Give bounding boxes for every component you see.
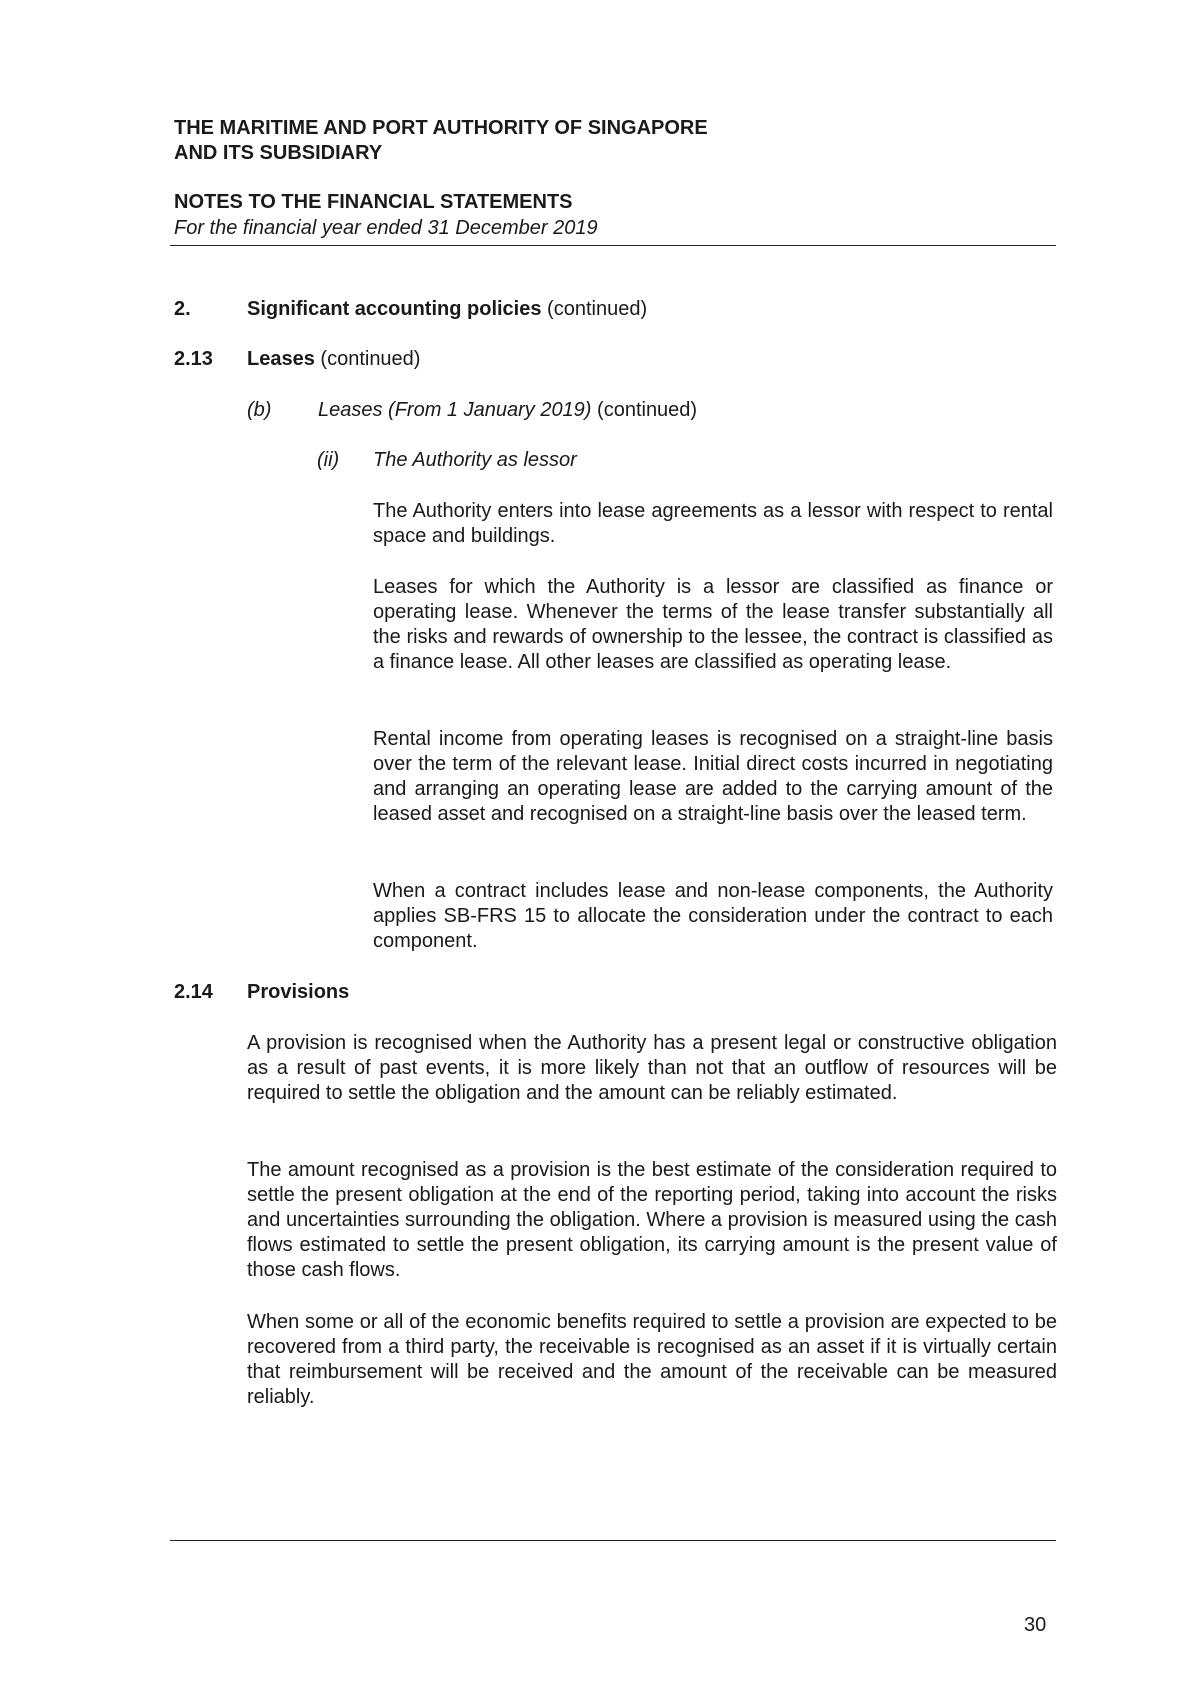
subsection-title: The Authority as lessor bbox=[373, 449, 577, 471]
organization-line-2: AND ITS SUBSIDIARY bbox=[174, 142, 383, 164]
subsection-heading-ii bbox=[0, 448, 1190, 472]
paragraph: Rental income from operating leases is recognised on a straight-line basis over the term of the relevant lease. Initial direct costs incurred in negotiating and arranging an operating lease are added to the carrying amount of the leased asset and recognised on a straight-line basis over the leased term. bbox=[373, 728, 1053, 825]
page-number: 30 bbox=[1024, 1614, 1047, 1636]
section-number: 2. bbox=[174, 298, 191, 320]
section-heading-2-14 bbox=[0, 980, 1190, 1004]
footer-divider bbox=[170, 1540, 1056, 1541]
section-title-suffix: (continued) bbox=[547, 298, 648, 320]
subsection-label: (ii) bbox=[317, 449, 340, 471]
organization-line-1: THE MARITIME AND PORT AUTHORITY OF SINGAPORE bbox=[174, 117, 708, 139]
subsection-heading-b bbox=[0, 398, 1190, 422]
section-title-text: Leases bbox=[247, 348, 315, 370]
subsection-title-text: Leases (From 1 January 2019) bbox=[318, 399, 592, 421]
paragraph: The Authority enters into lease agreements as a lessor with respect to rental space and buildings. bbox=[373, 500, 1053, 547]
subsection-title-suffix: (continued) bbox=[597, 399, 698, 421]
section-title bbox=[247, 297, 647, 321]
paragraph: A provision is recognised when the Authority has a present legal or constructive obligation as a result of past events, it is more likely than not that an outflow of resources will be required to settle the obligation and the amount can be reliably estimated. bbox=[247, 1032, 1057, 1104]
subsection-title bbox=[318, 398, 697, 422]
section-title: Provisions bbox=[247, 981, 350, 1003]
document-header-organization bbox=[174, 116, 708, 166]
section-number: 2.14 bbox=[174, 981, 213, 1003]
section-heading-2-13 bbox=[0, 347, 1190, 371]
section-title-text: Significant accounting policies bbox=[247, 298, 542, 320]
subsection-label: (b) bbox=[247, 399, 272, 421]
section-number: 2.13 bbox=[174, 348, 213, 370]
section-title bbox=[247, 347, 420, 371]
section-heading-2 bbox=[0, 297, 1190, 321]
header-divider bbox=[170, 245, 1056, 246]
section-title-suffix: (continued) bbox=[320, 348, 421, 370]
notes-title: NOTES TO THE FINANCIAL STATEMENTS bbox=[174, 191, 573, 213]
paragraph: When a contract includes lease and non-lease components, the Authority applies SB-FRS 15 to allocate the consideration under the contract to each component. bbox=[373, 880, 1053, 952]
paragraph: Leases for which the Authority is a lessor are classified as finance or operating lease. Whenever the terms of the lease transfer substantially all the risks and rewards of ownership to the lessee, the contract is classified as a finance lease. All other leases are classified as operating lease. bbox=[373, 576, 1053, 673]
paragraph: When some or all of the economic benefits required to settle a provision are expected to be recovered from a third party, the receivable is recognised as an asset if it is virtually certain that reimbursement will be received and the amount of the receivable can be measured reliably. bbox=[247, 1311, 1057, 1408]
financial-period: For the financial year ended 31 December 2019 bbox=[174, 217, 598, 239]
paragraph: The amount recognised as a provision is the best estimate of the consideration required to settle the present obligation at the end of the reporting period, taking into account the risks and uncertainties surrounding the obligation. Where a provision is measured using the cash flows estimated to settle the present obligation, its carrying amount is the present value of those cash flows. bbox=[247, 1159, 1057, 1281]
